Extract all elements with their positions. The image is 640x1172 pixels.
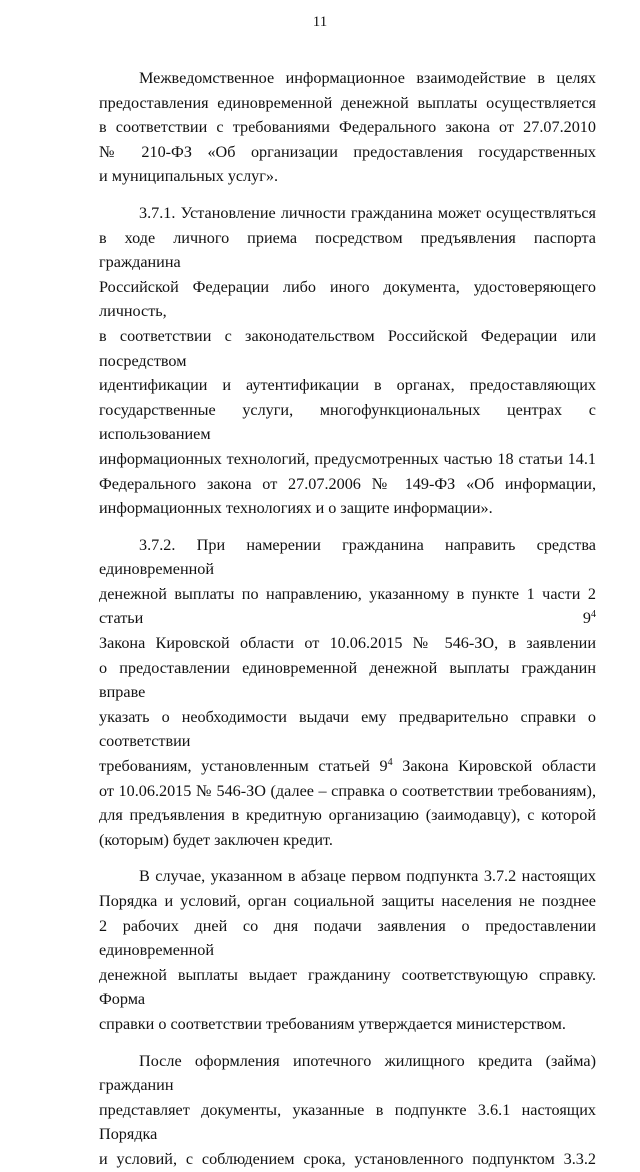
text-line: и условий, с соблюдением срока, установленного подпунктом 3.3.2 xyxy=(99,1149,596,1168)
text-segment: требованиям, установленным статьей 9 xyxy=(99,757,388,776)
text-line: для предъявления в кредитную организацию (заимодавцу), с которой xyxy=(99,806,596,825)
text-line: информационных технологий, предусмотренных частью 18 статьи 14.1 xyxy=(99,449,596,468)
text-line: о предоставлении единовременной денежной выплаты гражданин вправе xyxy=(99,658,596,702)
text-line: представляет документы, указанные в подпункте 3.6.1 настоящих Порядка xyxy=(99,1100,596,1144)
paragraph-in-case xyxy=(99,864,596,1036)
text-segment: денежной выплаты по направлению, указанному в пункте 1 части 2 статьи 9 xyxy=(99,584,596,628)
text-line: и муниципальных услуг». xyxy=(99,167,279,186)
text-line: идентификации и аутентификации в органах, предоставляющих xyxy=(99,376,596,395)
text-line: денежной выплаты выдает гражданину соответствующую справку. Форма xyxy=(99,965,596,1009)
paragraph-3-7-1 xyxy=(99,201,596,521)
text-line: 2 рабочих дней со дня подачи заявления о предоставлении единовременной xyxy=(99,916,596,960)
paragraph-interagency-cooperation xyxy=(99,66,596,189)
superscript: 4 xyxy=(591,609,596,621)
text-segment: Закона Кировской области xyxy=(392,757,596,776)
text-line: в ходе личного приема посредством предъявления паспорта гражданина xyxy=(99,228,596,272)
text-line: (которым) будет заключен кредит. xyxy=(99,830,333,849)
text-line: справки о соответствии требованиям утверждается министерством. xyxy=(99,1014,566,1033)
text-line: Федерального закона от 27.07.2006 № 149-ФЗ «Об информации, xyxy=(99,474,596,493)
page-number: 11 xyxy=(312,14,328,30)
text-line: 3.7.2. При намерении гражданина направить средства единовременной xyxy=(99,535,596,579)
text-line: от 10.06.2015 № 546-ЗО (далее – справка о соответствии требованиям), xyxy=(99,781,596,800)
paragraph-after-mortgage xyxy=(99,1049,596,1172)
text-line: в соответствии с законодательством Российской Федерации или посредством xyxy=(99,326,596,370)
text-line: указать о необходимости выдачи ему предварительно справки о соответствии xyxy=(99,707,596,751)
document-body xyxy=(99,66,596,1172)
text-line: информационных технологиях и о защите информации». xyxy=(99,499,493,518)
text-line: государственные услуги, многофункциональных центрах с использованием xyxy=(99,400,596,444)
text-line xyxy=(99,754,596,779)
text-line: После оформления ипотечного жилищного кредита (займа) гражданин xyxy=(99,1051,596,1095)
text-line xyxy=(99,582,596,631)
text-line: в соответствии с требованиями Федерального закона от 27.07.2010 xyxy=(99,118,596,137)
text-line: Закона Кировской области от 10.06.2015 № 546-ЗО, в заявлении xyxy=(99,634,596,653)
text-line: 3.7.1. Установление личности гражданина может осуществляться xyxy=(139,203,596,222)
text-line: предоставления единовременной денежной выплаты осуществляется xyxy=(99,93,596,112)
text-line: В случае, указанном в абзаце первом подпункта 3.7.2 настоящих xyxy=(139,867,596,886)
text-line: Межведомственное информационное взаимодействие в целях xyxy=(139,69,596,87)
text-line: Порядка и условий, орган социальной защиты населения не позднее xyxy=(99,892,596,910)
text-line: № 210-ФЗ «Об организации предоставления государственных xyxy=(99,142,596,161)
paragraph-3-7-2 xyxy=(99,533,596,853)
superscript: 4 xyxy=(387,757,393,769)
text-line: Российской Федерации либо иного документа, удостоверяющего личность, xyxy=(99,277,596,321)
